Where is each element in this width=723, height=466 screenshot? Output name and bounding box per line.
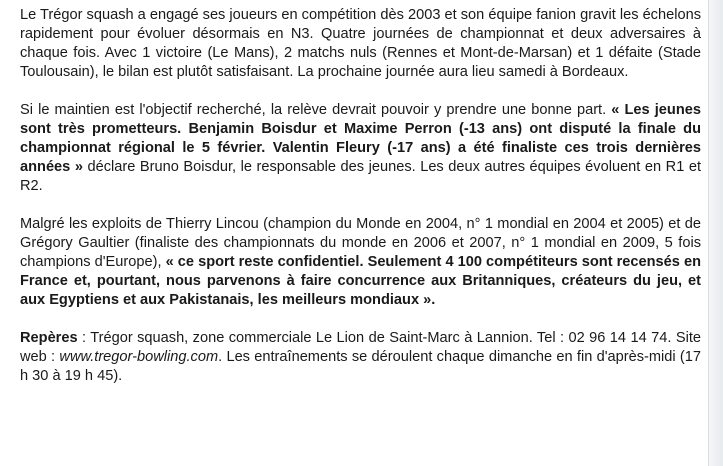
- scrollbar-edge[interactable]: [708, 0, 723, 466]
- reperes-text: : Trégor squash, zone commerciale Le Lion de Saint-Marc à Lannion. Tel : 02 96 14 14 74. Site web :: [20, 330, 701, 365]
- reperes-label: Repères: [20, 330, 78, 346]
- paragraph-reperes: [20, 329, 701, 386]
- article-body: [20, 6, 701, 405]
- youth-quote: « Les jeunes sont très prometteurs. Benjamin Boisdur et Maxime Perron (-13 ans) ont disputé la finale du championnat régional le 5 février. Valentin Fleury (-17 ans) a été finaliste ces trois dernières années »: [20, 102, 701, 175]
- paragraph-champions: [20, 215, 701, 310]
- reperes-schedule: . Les entraînements se déroulent chaque dimanche en fin d'après-midi (17 h 30 à 19 h 45).: [20, 349, 701, 384]
- champions-quote: « ce sport reste confidentiel. Seulement 4 100 compétiteurs sont recensés en France et, pourtant, nous parvenons à faire concurrence aux Britanniques, créateurs du jeu, et aux Egyptiens et aux Pakistanais, les meilleurs mondiaux ».: [20, 254, 702, 308]
- paragraph-youth-intro: Si le maintien est l'objectif recherché, la relève devrait pouvoir y prendre une bonne part.: [20, 102, 612, 118]
- paragraph-intro: [20, 6, 701, 82]
- website-link[interactable]: www.tregor-bowling.com: [59, 349, 219, 365]
- paragraph-youth: [20, 101, 701, 196]
- paragraph-youth-outro: déclare Bruno Boisdur, le responsable des jeunes. Les deux autres équipes évoluent en R1 et R2.: [20, 159, 702, 194]
- paragraph-champions-intro: Malgré les exploits de Thierry Lincou (champion du Monde en 2004, n° 1 mondial en 2004 et 2005) et de Grégory Gaultier (finaliste des championnats du monde en 2006 et 2007, n° 1 mondial en 2009, 5 fois champions d'Europe),: [20, 216, 701, 270]
- paragraph-intro-text: Le Trégor squash a engagé ses joueurs en compétition dès 2003 et son équipe fanion gravit les échelons rapidement pour évoluer désormais en N3. Quatre journées de championnat et deux adversaires à chaque fois. Avec 1 victoire (Le Mans), 2 matchs nuls (Rennes et Mont-de-Marsan) et 1 défaite (Stade Toulousain), le bilan est plutôt satisfaisant. La prochaine journée aura lieu samedi à Bordeaux.: [20, 7, 701, 80]
